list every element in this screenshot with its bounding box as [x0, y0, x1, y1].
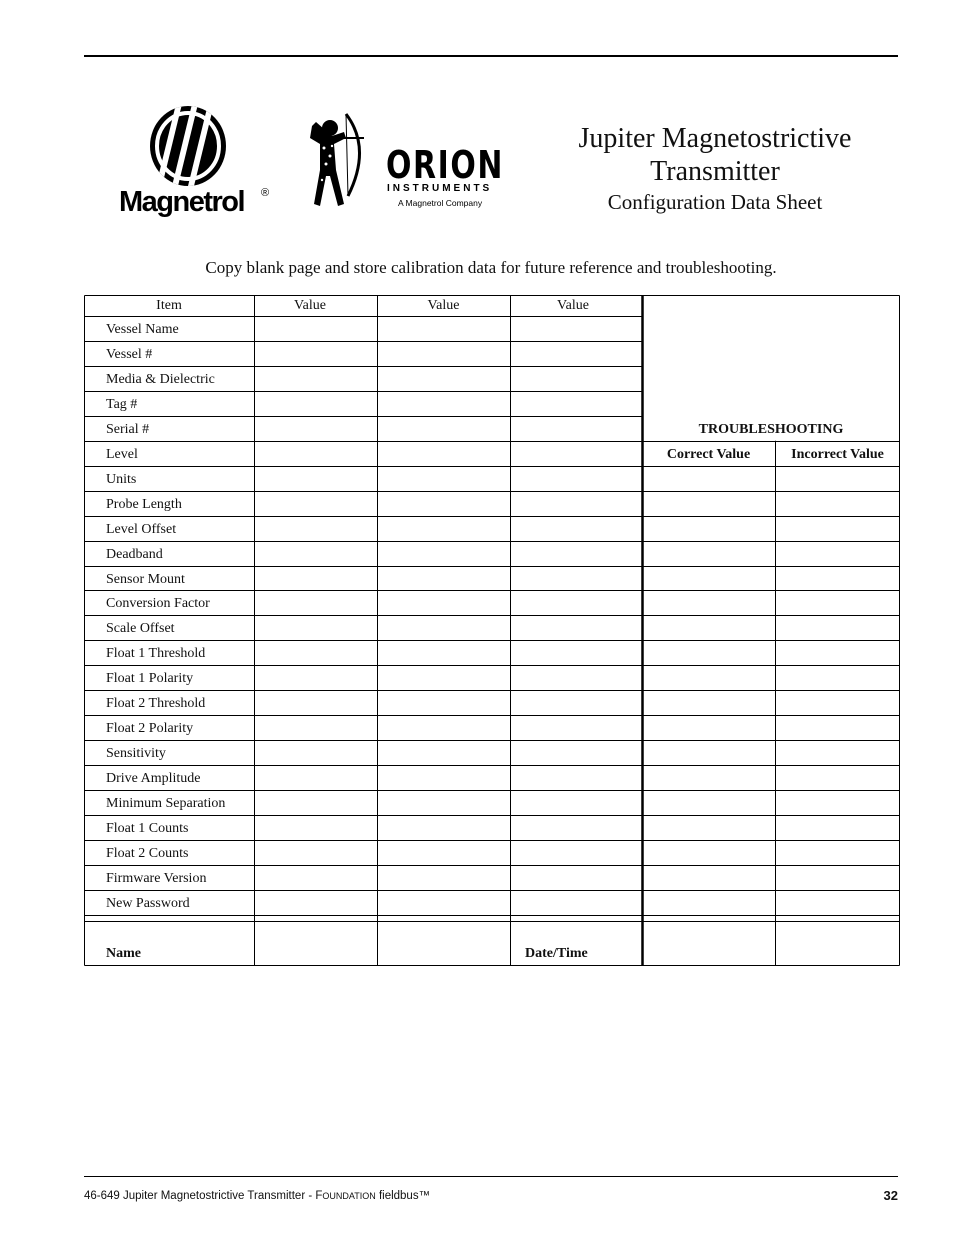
- configuration-table: [84, 295, 900, 966]
- row-label: Drive Amplitude: [106, 771, 201, 787]
- title-line-2: Transmitter: [650, 156, 780, 187]
- datetime-label: Date/Time: [525, 946, 588, 961]
- row-label: Vessel Name: [106, 322, 179, 337]
- row-label: Level: [106, 446, 138, 462]
- magnetrol-logo: [118, 104, 273, 218]
- row-label: Deadband: [106, 546, 163, 562]
- row-label: Units: [106, 471, 137, 487]
- row-label: Minimum Separation: [106, 796, 226, 812]
- name-label: Name: [106, 946, 141, 961]
- row-label: Float 2 Counts: [106, 845, 189, 861]
- footer-doc-suffix: fieldbus™: [375, 1190, 431, 1202]
- archer-icon: [310, 114, 364, 206]
- row-label: Float 1 Counts: [106, 821, 189, 836]
- page-number: 32: [883, 1188, 898, 1203]
- footer-doc-smallcaps: OUNDATION: [322, 1191, 376, 1201]
- title-line-1: Jupiter Magnetostrictive: [578, 123, 852, 154]
- row-label: Float 1 Polarity: [106, 671, 194, 687]
- row-label: Probe Length: [106, 496, 182, 512]
- orion-logo: [306, 108, 511, 214]
- row-label: Sensor Mount: [106, 571, 185, 587]
- row-label: Float 2 Threshold: [106, 696, 206, 712]
- row-label: Sensitivity: [106, 746, 166, 762]
- header-value-3: Value: [557, 298, 589, 313]
- row-label: Vessel #: [106, 346, 153, 362]
- incorrect-value-header: Incorrect Value: [791, 447, 884, 462]
- row-label: Tag #: [106, 396, 138, 412]
- correct-value-header: Correct Value: [666, 447, 751, 462]
- orion-tagline: A Magnetrol Company: [398, 198, 483, 208]
- document-title: [545, 122, 885, 215]
- row-label: Media & Dielectric: [106, 371, 215, 387]
- orion-wordmark: ORION: [386, 143, 504, 187]
- header-value-2: Value: [427, 298, 460, 313]
- troubleshooting-header: TROUBLESHOOTING: [698, 422, 844, 437]
- row-label: Level Offset: [106, 521, 177, 537]
- table-grid: [84, 295, 900, 966]
- orion-instruments: INSTRUMENTS: [387, 183, 493, 194]
- row-label: Firmware Version: [106, 870, 207, 886]
- footer-rule: [84, 1176, 898, 1177]
- row-label: Conversion Factor: [106, 596, 210, 612]
- row-label: Float 2 Polarity: [106, 721, 194, 737]
- header-item: Item: [156, 298, 182, 313]
- top-rule: [84, 55, 898, 57]
- document-subtitle: Configuration Data Sheet: [607, 190, 823, 214]
- row-label: Float 1 Threshold: [106, 646, 206, 662]
- magnetrol-wordmark: Magnetrol: [119, 186, 245, 218]
- footer-document-title: [84, 1190, 430, 1202]
- row-label: Scale Offset: [106, 621, 175, 637]
- row-label: New Password: [106, 895, 190, 911]
- row-label: Serial #: [106, 421, 150, 437]
- footer-doc-prefix: 46-649 Jupiter Magnetostrictive Transmitter - F: [84, 1190, 323, 1202]
- header-value-1: Value: [294, 298, 326, 313]
- instruction-text: Copy blank page and store calibration data for future reference and troubleshooting.: [205, 258, 777, 277]
- registered-mark: ®: [261, 187, 270, 199]
